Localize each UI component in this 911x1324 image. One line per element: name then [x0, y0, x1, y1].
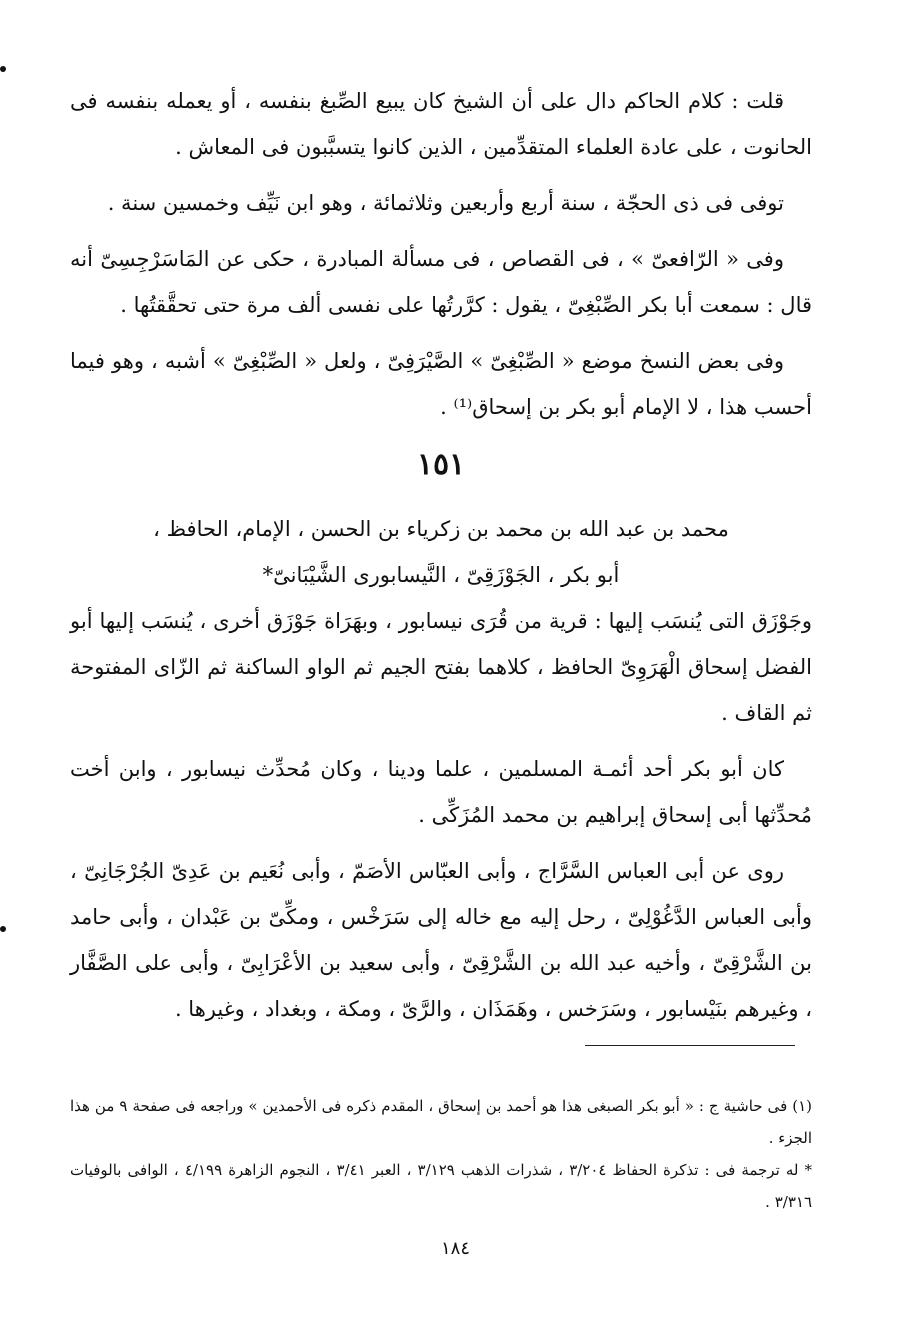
entry-paragraph-2: كان أبو بكر أحد أئمـة المسلمين ، علما ودينا ، وكان مُحدِّث نيسابور ، وابن أخت مُحدِّثها أبى إسحاق إبراهيم بن محمد المُزَكِّى . — [70, 757, 812, 827]
entry-number: ١٥١ — [416, 447, 466, 482]
entry-heading-line-1: محمد بن عبد الله بن محمد بن زكرياء بن الحسن ، الإمام، الحافظ ، — [153, 517, 729, 541]
entry-paragraph-3: روى عن أبى العباس السَّرَّاج ، وأبى العبّاس الأصَمّ ، وأبى نُعَيم بن عَدِىّ الجُرْجَانِىّ ، وأبى العباس الدَّغُوْلِىّ ، رحل إليه مع خاله إلى سَرَخْس ، ومكِّىّ بن عَبْدان ، وأبى حامد بن الشَّرْقِىّ ، وأخيه عبد الله بن الشَّرْقِىّ ، وأبى سعيد بن الأعْرَابِىّ ، وأبى على الصَّفَّار ، وغيرهم بنَيْسابور ، وسَرَخس ، وهَمَذَان ، والرَّىّ ، ومكة ، وبغداد ، وغيرها . — [70, 859, 812, 1021]
footnotes — [70, 1090, 812, 1218]
margin-mark-top — [0, 66, 6, 72]
entry-paragraph-1: وجَوْزَق التى يُنسَب إليها : قرية من قُرَى نيسابور ، وبهَرَاة جَوْزَق أخرى ، يُنسَب إليها أبو الفضل إسحاق الْهَرَوِىّ الحافظ ، كلاهما بفتح الجيم ثم الواو الساكنة ثم الزّاى المفتوحة ثم القاف . — [70, 609, 812, 725]
margin-mark-middle — [0, 926, 6, 932]
paragraph-3: وفى « الرّافعىّ » ، فى القصاص ، فى مسألة المبادرة ، حكى عن المَاسَرْجِسِىّ أنه قال : سمعت أبا بكر الصِّبْغِىّ ، يقول : كرَّرتُها على نفسى ألف مرة حتى تحقَّقتُها . — [70, 247, 812, 317]
paragraph-1: قلت : كلام الحاكم دال على أن الشيخ كان يبيع الصِّبغ بنفسه ، أو يعمله بنفسه فى الحانوت ، على عادة العلماء المتقدِّمين ، الذين كانوا يتسبَّبون فى المعاش . — [70, 89, 812, 159]
footnote-divider — [585, 1045, 795, 1046]
page-body — [70, 78, 812, 1042]
footnote-2: * له ترجمة فى : تذكرة الحفاظ ٣/٢٠٤ ، شذرات الذهب ٣/١٢٩ ، العبر ٣/٤١ ، النجوم الزاهرة ٤/١٩٩ ، الوافى بالوفيات ٣/٣١٦ . — [70, 1161, 813, 1211]
page-number: ١٨٤ — [440, 1238, 470, 1259]
paragraph-2: توفى فى ذى الحجّة ، سنة أربع وأربعين وثلاثمائة ، وهو ابن نَيِّف وخمسين سنة . — [107, 191, 784, 215]
paragraph-4: وفى بعض النسخ موضع « الصِّبْغِىّ » الصَّيْرَفِىّ ، ولعل « الصِّبْغِىّ » أشبه ، وهو فيما أحسب هذا ، لا الإمام أبو بكر بن إسحاق⁽¹⁾ . — [70, 349, 812, 419]
entry-heading-line-2: أبو بكر ، الجَوْزَقِىّ ، النَّيسابورى الشَّيْبَانىّ* — [262, 563, 620, 587]
footnote-1: (١) فى حاشية ج : « أبو بكر الصبغى هذا هو أحمد بن إسحاق ، المقدم ذكره فى الأحمدين » وراجعه فى صفحة ٩ من هذا الجزء . — [70, 1097, 812, 1147]
